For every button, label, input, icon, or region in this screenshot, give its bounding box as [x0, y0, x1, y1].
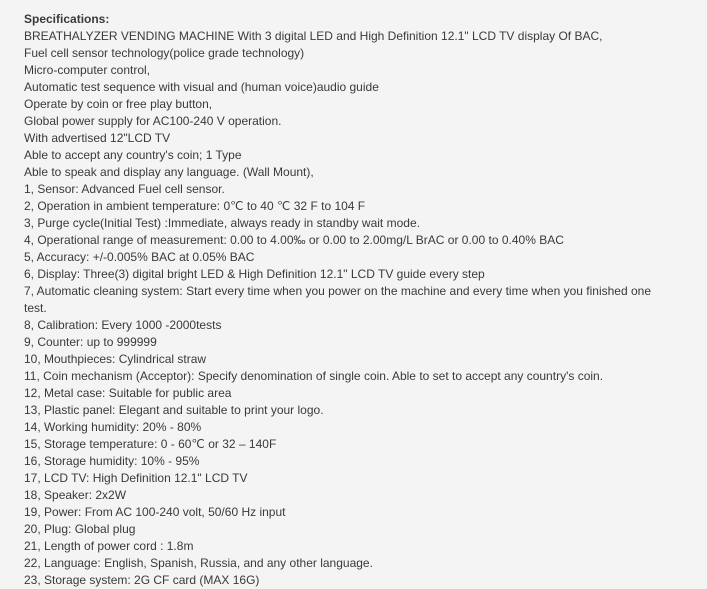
spec-item-coin-mechanism: 11, Coin mechanism (Acceptor): Specify denomination of single coin. Able to set to accept any country's coin.	[24, 369, 604, 383]
spec-item-language: 22, Language: English, Spanish, Russia, and any other language.	[24, 556, 373, 570]
spec-line: Able to speak and display any language. (Wall Mount),	[24, 165, 314, 179]
spec-item-display: 6, Display: Three(3) digital bright LED & High Definition 12.1" LCD TV guide every step	[24, 267, 485, 281]
spec-line: Able to accept any country's coin; 1 Type	[24, 148, 242, 162]
spec-line: Fuel cell sensor technology(police grade technology)	[24, 46, 305, 60]
spec-item-working-humidity: 14, Working humidity: 20% - 80%	[24, 420, 202, 434]
spec-item-storage-system: 23, Storage system: 2G CF card (MAX 16G)	[24, 573, 260, 587]
spec-item-accuracy: 5, Accuracy: +/-0.005% BAC at 0.05% BAC	[24, 250, 255, 264]
spec-item-speaker: 18, Speaker: 2x2W	[24, 488, 127, 502]
spec-line: Operate by coin or free play button,	[24, 97, 213, 111]
spec-item-storage-temperature: 15, Storage temperature: 0 - 60℃ or 32 – 140F	[24, 437, 277, 451]
spec-item-storage-humidity: 16, Storage humidity: 10% - 95%	[24, 454, 200, 468]
spec-item-measurement-range: 4, Operational range of measurement: 0.00 to 4.00‰ or 0.00 to 2.00mg/L BrAC or 0.00 to 0.40% BAC	[24, 233, 564, 247]
specifications-heading: Specifications:	[24, 12, 110, 26]
spec-line: BREATHALYZER VENDING MACHINE With 3 digital LED and High Definition 12.1" LCD TV display Of BAC,	[24, 29, 603, 43]
spec-line: With advertised 12"LCD TV	[24, 131, 171, 145]
spec-item-mouthpieces: 10, Mouthpieces: Cylindrical straw	[24, 352, 207, 366]
spec-line: Micro-computer control,	[24, 63, 151, 77]
spec-line: Automatic test sequence with visual and (human voice)audio guide	[24, 80, 379, 94]
spec-item-power-cord: 21, Length of power cord : 1.8m	[24, 539, 194, 553]
spec-item-sensor: 1, Sensor: Advanced Fuel cell sensor.	[24, 182, 225, 196]
spec-item-plastic-panel: 13, Plastic panel: Elegant and suitable to print your logo.	[24, 403, 324, 417]
spec-item-plug: 20, Plug: Global plug	[24, 522, 136, 536]
spec-item-metal-case: 12, Metal case: Suitable for public area	[24, 386, 232, 400]
spec-item-operation-temperature: 2, Operation in ambient temperature: 0℃ to 40 ℃ 32 F to 104 F	[24, 199, 366, 213]
spec-item-cleaning-system: 7, Automatic cleaning system: Start every time when you power on the machine and every time when you finished one test.	[24, 284, 651, 315]
spec-item-counter: 9, Counter: up to 999999	[24, 335, 157, 349]
spec-item-lcd-tv: 17, LCD TV: High Definition 12.1" LCD TV	[24, 471, 248, 485]
spec-item-power: 19, Power: From AC 100-240 volt, 50/60 Hz input	[24, 505, 286, 519]
spec-line: Global power supply for AC100-240 V operation.	[24, 114, 282, 128]
spec-item-calibration: 8, Calibration: Every 1000 -2000tests	[24, 318, 222, 332]
spec-item-purge-cycle: 3, Purge cycle(Initial Test) :Immediate, always ready in standby wait mode.	[24, 216, 420, 230]
